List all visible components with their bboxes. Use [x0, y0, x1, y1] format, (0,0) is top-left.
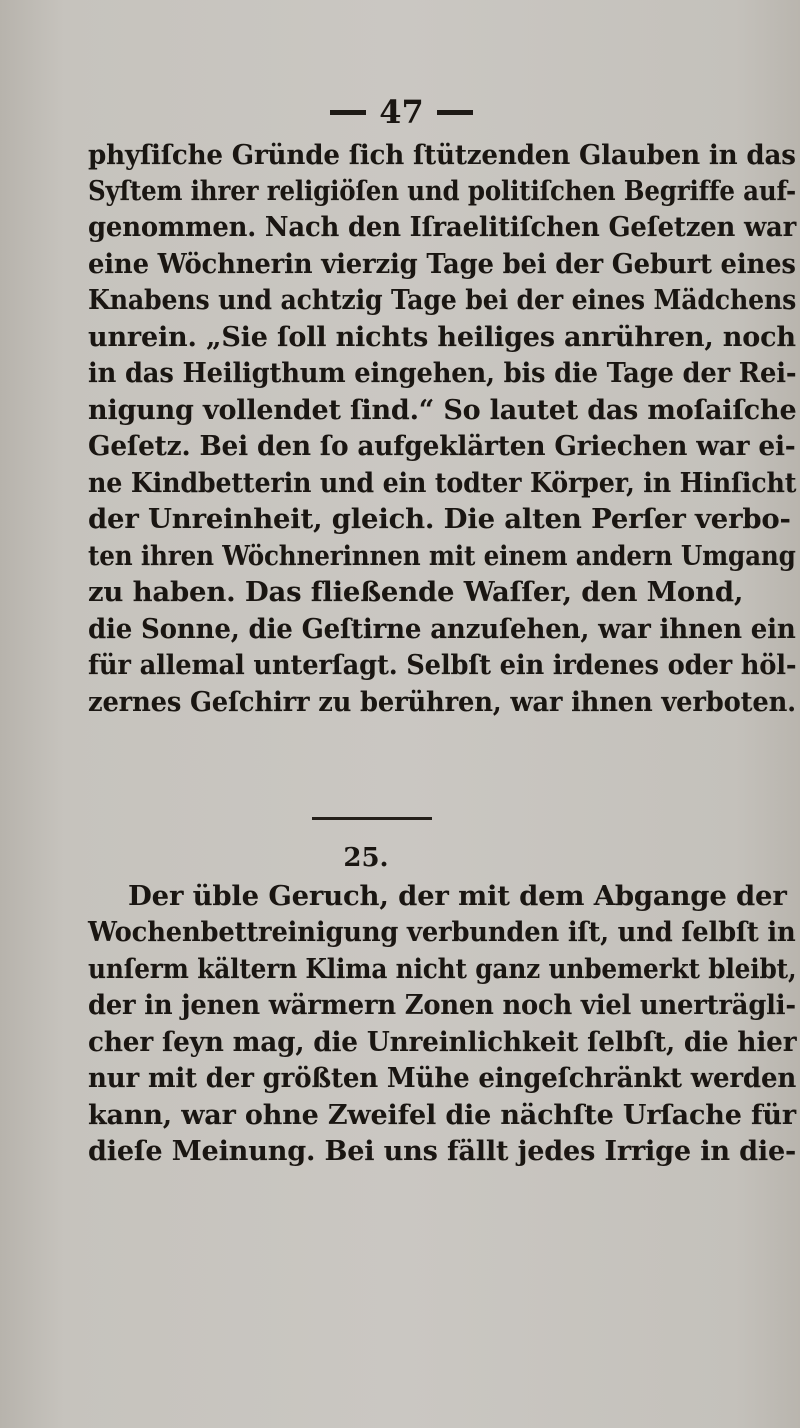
- text-line: eine Wöchnerin vierzig Tage bei der Geburt eines: [88, 248, 796, 280]
- section-divider: [312, 817, 432, 820]
- text-line: Syſtem ihrer religiöſen und politiſchen Begriffe auf-: [88, 175, 796, 207]
- text-line: unrein. „Sie ſoll nichts heiliges anrühren, noch: [88, 321, 796, 353]
- text-line: cher ſeyn mag, die Unreinlichkeit ſelbſt, die hier: [88, 1026, 797, 1058]
- page-number: 47: [379, 93, 424, 131]
- text-line: genommen. Nach den Iſraelitiſchen Geſetzen war: [88, 211, 797, 243]
- text-line: Wochenbettreinigung verbunden iſt, und ſelbſt in: [88, 916, 796, 948]
- text-line: für allemal unterſagt. Selbſt ein irdenes oder höl-: [88, 649, 797, 681]
- text-line: kann, war ohne Zweifel die nächſte Urſache für: [88, 1099, 796, 1131]
- text-line: nigung vollendet ſind.“ So lautet das moſaiſche: [88, 394, 797, 426]
- page-header: [0, 92, 800, 132]
- text-line: der in jenen wärmern Zonen noch viel unerträgli-: [88, 989, 796, 1021]
- text-line: phyſiſche Gründe ſich ſtützenden Glauben in das: [88, 139, 796, 171]
- text-line: in das Heiligthum eingehen, bis die Tage der Rei-: [88, 357, 797, 389]
- text-line: dieſe Meinung. Bei uns fällt jedes Irrige in die-: [88, 1135, 797, 1167]
- text-line: der Unreinheit, gleich. Die alten Perſer verbo-: [88, 503, 791, 535]
- text-line: unſerm kältern Klima nicht ganz unbemerkt bleibt,: [88, 953, 797, 985]
- text-line: zernes Geſchirr zu berühren, war ihnen verboten.: [88, 686, 796, 718]
- text-line: zu haben. Das fließende Waſſer, den Mond,: [88, 576, 744, 608]
- section-number: 25.: [343, 843, 389, 873]
- text-line: Der üble Geruch, der mit dem Abgange der: [128, 880, 787, 912]
- text-line: Knabens und achtzig Tage bei der eines Mädchens: [88, 284, 797, 316]
- header-dash-right: [437, 110, 473, 115]
- text-line: Geſetz. Bei den ſo aufgeklärten Griechen war ei-: [88, 430, 796, 462]
- text-line: die Sonne, die Geſtirne anzuſehen, war ihnen ein: [88, 613, 796, 645]
- text-line: nur mit der größten Mühe eingeſchränkt werden: [88, 1062, 797, 1094]
- text-line: ne Kindbetterin und ein todter Körper, in Hinſicht: [88, 467, 797, 499]
- header-dash-left: [330, 110, 366, 115]
- text-line: ten ihren Wöchnerinnen mit einem andern Umgang: [88, 540, 796, 572]
